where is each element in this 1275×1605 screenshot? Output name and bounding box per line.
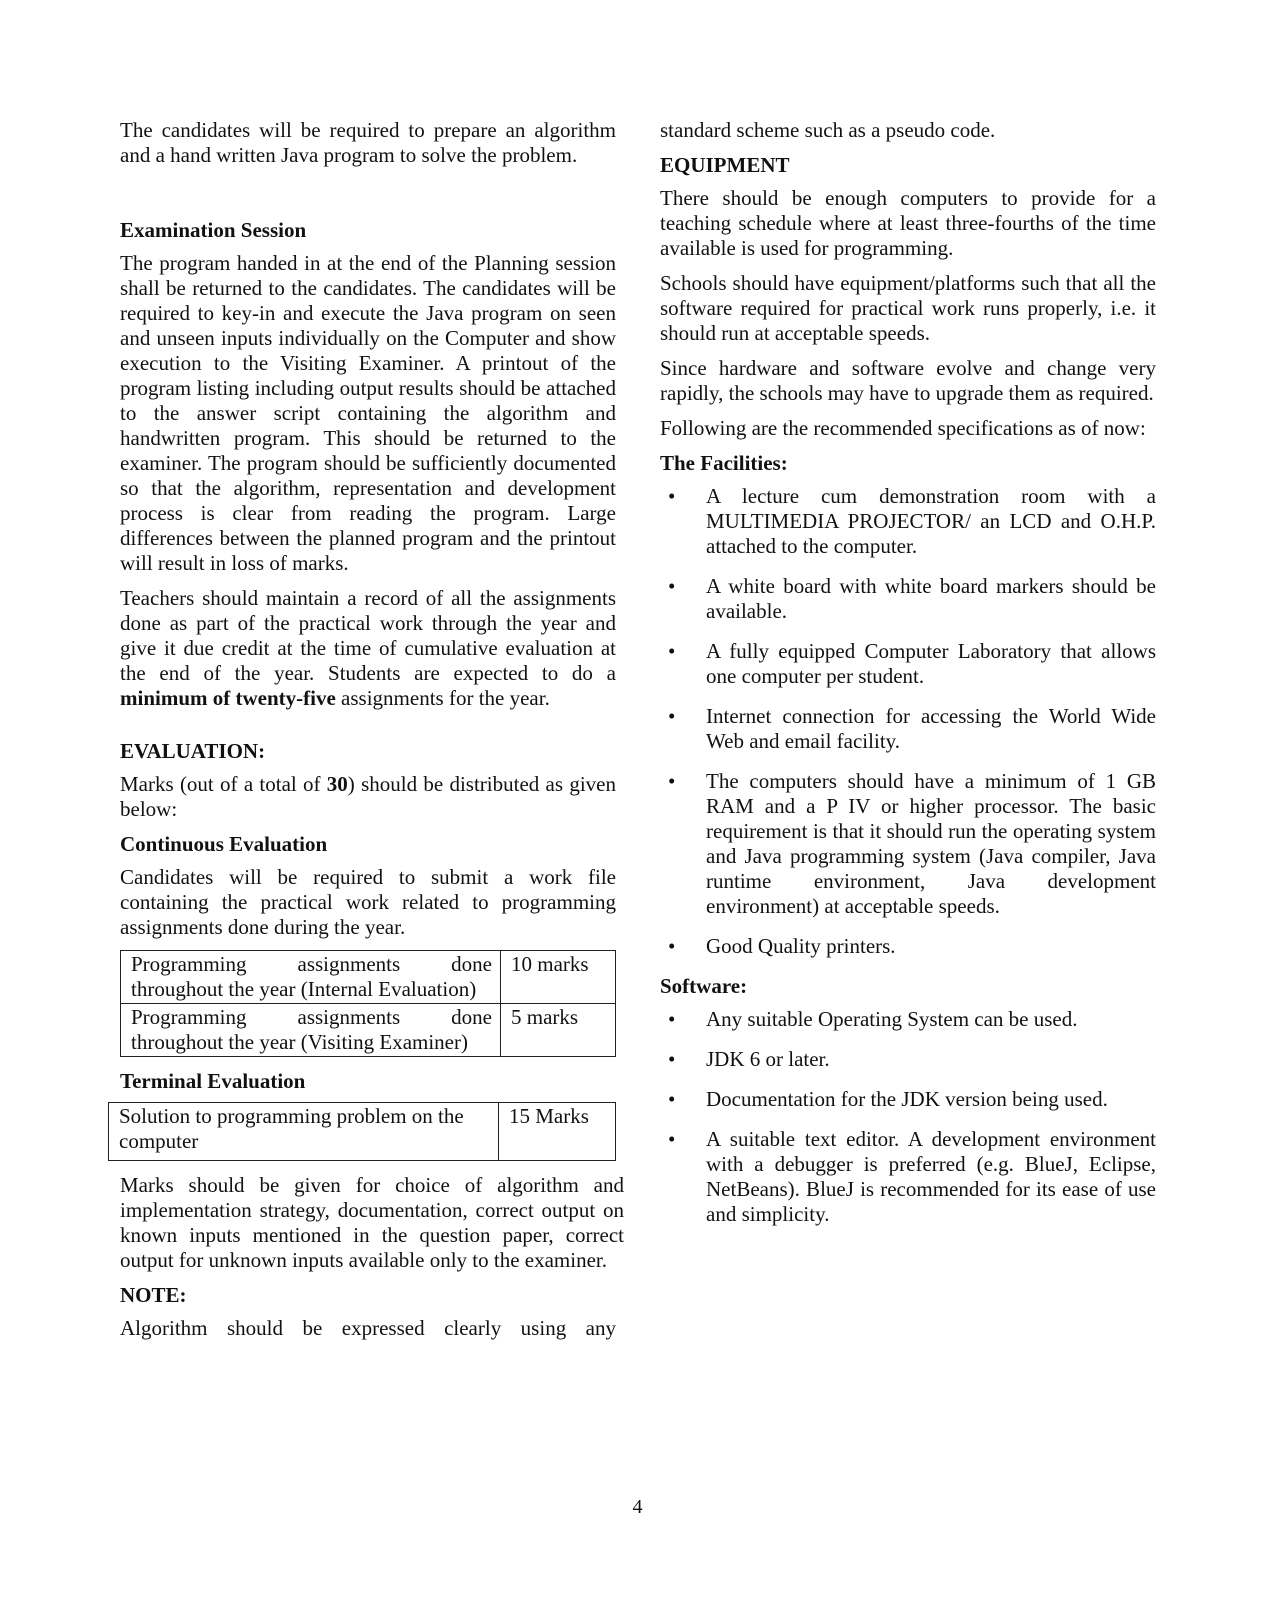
table-cell-item: Solution to programming problem on the computer: [109, 1103, 499, 1161]
table-row: [121, 951, 616, 1004]
list-item: • A fully equipped Computer Laboratory that allows one computer per student.: [668, 639, 1156, 688]
table-row: [109, 1103, 616, 1161]
examination-session-paragraph: The program handed in at the end of the Planning session shall be returned to the candidates. The candidates will be required to key-in and execute the Java program on seen and unseen inputs individually on the Computer and show execution to the Visiting Examiner. A printout of the program listing including output results should be attached to the answer script containing the algorithm and handwritten program. This should be returned to the examiner. The program should be sufficiently documented so that the algorithm, representation and development process is clear from reading the program. Large differences between the planned program and the printout will result in loss of marks.: [120, 251, 616, 575]
minimum-assignments-emphasis: minimum of twenty-five: [120, 686, 336, 710]
list-item: • JDK 6 or later.: [668, 1047, 830, 1071]
equipment-paragraph-3: Since hardware and software evolve and change very rapidly, the schools may have to upgrade them as required.: [660, 356, 1156, 405]
evaluation-heading: EVALUATION:: [120, 739, 266, 763]
intro-paragraph: The candidates will be required to prepare an algorithm and a hand written Java program to solve the problem.: [120, 118, 616, 167]
terminal-evaluation-table: [108, 1102, 616, 1161]
facilities-list: [660, 484, 1156, 959]
marks-distribution-paragraph: Marks (out of a total of 30) should be distributed as given below:: [120, 772, 616, 821]
list-item: • The computers should have a minimum of 1 GB RAM and a P IV or higher processor. The basic requirement is that it should run the operating system and Java programming system (Java compiler, Java runtime environment, Java development environment) at acceptable speeds.: [668, 769, 1156, 918]
continuous-evaluation-table: [120, 950, 616, 1057]
equipment-paragraph-2: Schools should have equipment/platforms such that all the software required for practical work runs properly, i.e. it should run at acceptable speeds.: [660, 271, 1156, 345]
continuous-evaluation-heading: Continuous Evaluation: [120, 832, 328, 856]
terminal-evaluation-heading: Terminal Evaluation: [120, 1069, 306, 1093]
table-cell-marks: 5 marks: [501, 1004, 616, 1057]
table-row: [121, 1004, 616, 1057]
software-heading: Software:: [660, 974, 748, 998]
right-column: [660, 118, 1156, 1242]
bullet-icon: •: [668, 934, 676, 958]
total-marks: 30: [326, 772, 348, 796]
table-cell-item: Programming assignments done throughout the year (Visiting Examiner): [121, 1004, 501, 1057]
continued-paragraph: standard scheme such as a pseudo code.: [660, 118, 996, 142]
page-number: 4: [632, 1496, 643, 1518]
bullet-icon: •: [668, 769, 676, 793]
bullet-icon: •: [668, 574, 676, 598]
examination-session-heading: Examination Session: [120, 218, 307, 242]
list-item: • Documentation for the JDK version being used.: [668, 1087, 1108, 1111]
bullet-icon: •: [668, 1127, 676, 1151]
table-cell-marks: 15 Marks: [499, 1103, 616, 1161]
list-item: • Internet connection for accessing the World Wide Web and email facility.: [668, 704, 1156, 753]
bullet-icon: •: [668, 1087, 676, 1111]
table-cell-item: Programming assignments done throughout the year (Internal Evaluation): [121, 951, 501, 1004]
bullet-icon: •: [668, 484, 676, 508]
list-item: • A suitable text editor. A development environment with a debugger is preferred (e.g. BlueJ, Eclipse, NetBeans). BlueJ is recommended for its ease of use and simplicity.: [668, 1127, 1156, 1226]
bullet-icon: •: [668, 639, 676, 663]
table-cell-marks: 10 marks: [501, 951, 616, 1004]
list-item: • A white board with white board markers should be available.: [668, 574, 1156, 623]
bullet-icon: •: [668, 1047, 676, 1071]
marks-choice-paragraph: Marks should be given for choice of algorithm and implementation strategy, documentation, correct output on known inputs mentioned in the question paper, correct output for unknown inputs available only to the examiner.: [120, 1173, 624, 1272]
list-item: • Good Quality printers.: [668, 934, 896, 958]
teachers-paragraph: Teachers should maintain a record of all the assignments done as part of the practical work through the year and give it due credit at the time of cumulative evaluation at the end of the year. Students are expected to do a minimum of twenty-five assignments for the year.: [120, 586, 616, 710]
left-column: [119, 118, 624, 1351]
software-list: [660, 1007, 1156, 1227]
facilities-heading: The Facilities:: [660, 451, 788, 475]
note-heading: NOTE:: [120, 1283, 187, 1307]
equipment-paragraph-4: Following are the recommended specifications as of now:: [660, 416, 1146, 440]
continuous-evaluation-paragraph: Candidates will be required to submit a work file containing the practical work related to programming assignments done during the year.: [120, 865, 616, 939]
bullet-icon: •: [668, 704, 676, 728]
equipment-heading: EQUIPMENT: [660, 153, 790, 177]
list-item: • A lecture cum demonstration room with a MULTIMEDIA PROJECTOR/ an LCD and O.H.P. attached to the computer.: [668, 484, 1156, 558]
note-paragraph: Algorithm should be expressed clearly using any: [120, 1316, 616, 1340]
equipment-paragraph-1: There should be enough computers to provide for a teaching schedule where at least three-fourths of the time available is used for programming.: [660, 186, 1156, 260]
list-item: • Any suitable Operating System can be used.: [668, 1007, 1078, 1031]
bullet-icon: •: [668, 1007, 676, 1031]
